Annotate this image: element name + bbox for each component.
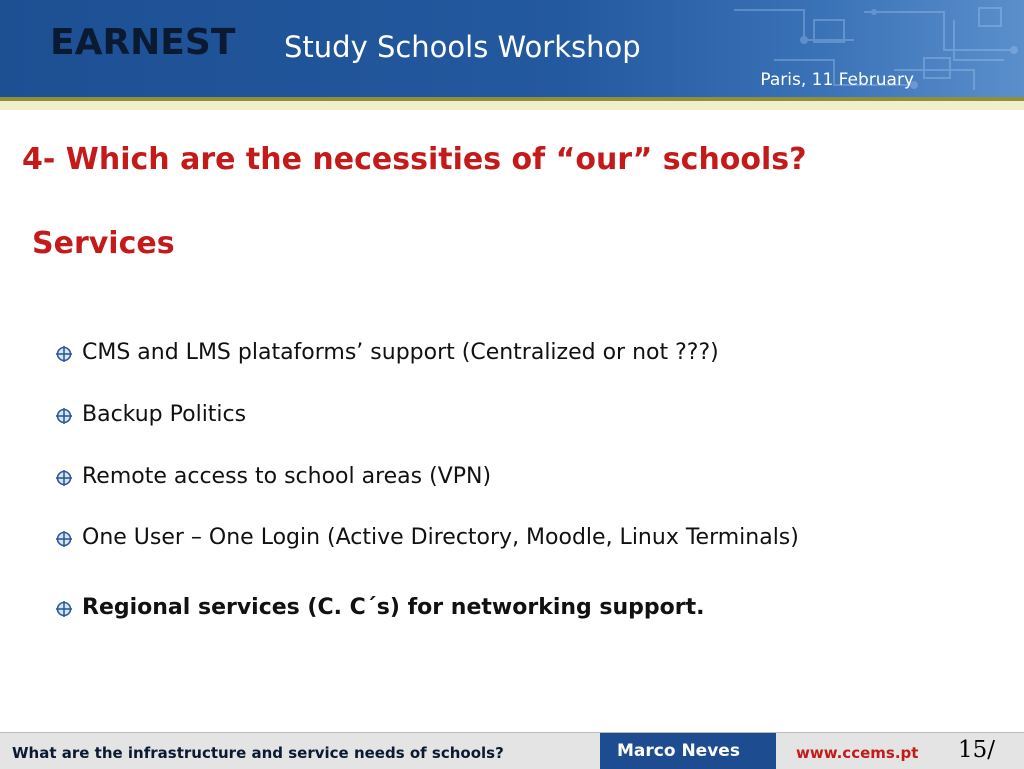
bullet-text: Remote access to school areas (VPN) [82,464,492,489]
workshop-title: Study Schools Workshop [284,30,641,64]
slide-footer [0,732,1024,769]
bullet-item-emphasized [55,595,705,620]
slide-header [0,0,1024,97]
brand-logo-text: EARNEST [50,22,236,63]
bullet-item [55,402,246,427]
page-number: 15/ [958,737,996,763]
footer-url: www.ccems.pt [796,744,919,762]
compass-cross-icon [55,530,73,548]
bullet-text: One User – One Login (Active Directory, Moodle, Linux Terminals) [82,525,799,550]
footer-question: What are the infrastructure and service needs of schools? [12,744,504,762]
bullet-item [55,464,491,489]
compass-cross-icon [55,469,73,487]
footer-author: Marco Neves [617,741,740,761]
event-date: Paris, 11 February [760,70,914,90]
header-divider-cream [0,101,1024,110]
bullet-text: Regional services (C. C´s) for networking support. [82,595,705,620]
compass-cross-icon [55,600,73,618]
compass-cross-icon [55,407,73,425]
bullet-text: CMS and LMS plataforms’ support (Centralized or not ???) [82,340,719,365]
bullet-item [55,525,799,550]
compass-cross-icon [55,345,73,363]
bullet-text: Backup Politics [82,402,247,427]
bullet-item [55,340,719,365]
section-heading: Services [32,226,175,261]
slide-title: 4- Which are the necessities of “our” schools? [22,142,807,177]
